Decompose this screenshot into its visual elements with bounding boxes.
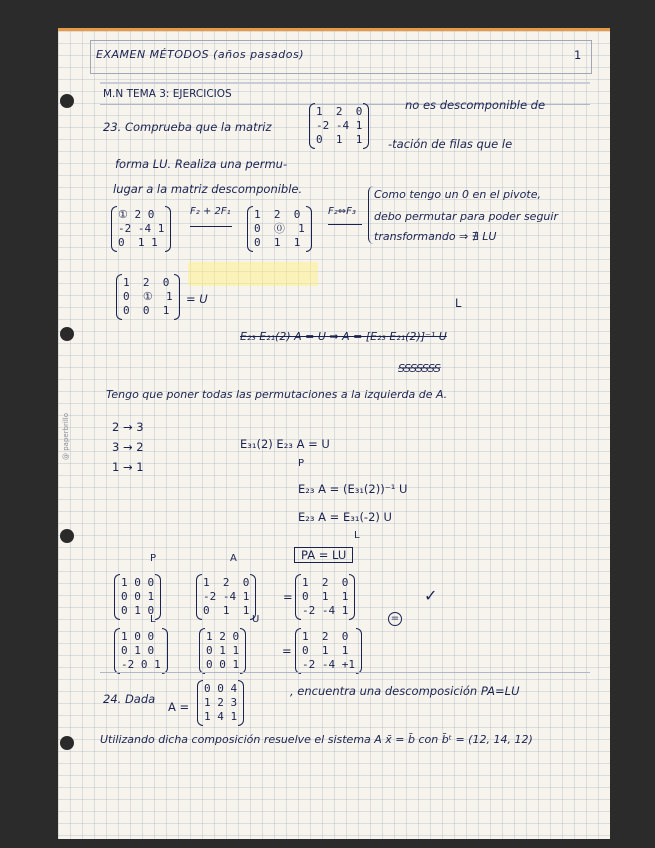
binder-hole bbox=[60, 529, 74, 543]
u-label: = U bbox=[186, 292, 208, 306]
note-line-2: debo permutar para poder seguir bbox=[374, 210, 558, 223]
u-matrix: 1 2 0 0 ① 1 0 0 1 bbox=[123, 276, 173, 318]
A-matrix: 1 2 0 -2 -4 1 0 1 1 bbox=[203, 576, 249, 618]
binder-hole bbox=[60, 327, 74, 341]
ex23-line3: lugar a la matriz descomponible. bbox=[113, 182, 303, 196]
arrow-2 bbox=[328, 224, 362, 225]
equals-2: = bbox=[282, 644, 292, 658]
note-line-3: transformando ⇒ ∄ LU bbox=[374, 230, 497, 243]
U-matrix: 1 2 0 0 1 1 0 0 1 bbox=[206, 630, 239, 672]
ex23-line1: 23. Comprueba que la matriz bbox=[103, 120, 272, 134]
binder-hole bbox=[60, 94, 74, 108]
scribble: ꞨꞨꞨꞨꞨꞨꞨ bbox=[398, 362, 440, 375]
A-mat-label: A bbox=[230, 553, 237, 564]
LU-matrix: 1 2 0 0 1 1 -2 -4 +1 bbox=[302, 630, 355, 672]
step2-label: F₂⇔F₃ bbox=[328, 206, 356, 217]
crossed-equation: E₂₃ E₂₁(2) A = U ⇒ A = [E₂₃ E₂₁(2)]⁻¹ U bbox=[240, 330, 447, 343]
perm-3: 1 → 1 bbox=[112, 460, 144, 474]
equals-1: = bbox=[283, 590, 293, 604]
matrix-step-b: 1 2 0 0 ⓪ 1 0 1 1 bbox=[254, 208, 305, 250]
pa-lu-box: PA = LU bbox=[294, 547, 353, 563]
eq-3: E₂₃ A = E₃₁(-2) U bbox=[298, 510, 392, 524]
perm-text: Tengo que poner todas las permutaciones a la izquierda de A. bbox=[106, 388, 448, 401]
eq-2: E₂₃ A = (E₃₁(2))⁻¹ U bbox=[298, 482, 408, 496]
perm-1: 2 → 3 bbox=[112, 420, 144, 434]
ex24-line1b: , encuentra una descomposición PA=LU bbox=[290, 684, 520, 698]
ex24-A-eq: A = bbox=[168, 700, 190, 714]
P-mat-label: P bbox=[150, 553, 157, 564]
ex23-line2b: -tación de filas que le bbox=[388, 137, 513, 151]
matrix-step-a: ① 2 0 -2 -4 1 0 1 1 bbox=[118, 208, 164, 250]
L-matrix: 1 0 0 0 1 0 -2 0 1 bbox=[121, 630, 161, 672]
side-watermark: @ paperbrillo bbox=[62, 412, 70, 460]
ex23-line2a: forma LU. Realiza una permu- bbox=[115, 157, 288, 171]
L-label: L bbox=[455, 296, 462, 310]
ex23-line1b: no es descomponible de bbox=[405, 98, 546, 112]
eq-1: E₃₁(2) E₂₃ A = U bbox=[240, 437, 330, 451]
step1-label: F₂ + 2F₁ bbox=[190, 206, 231, 217]
arrow-1 bbox=[190, 226, 232, 227]
P-label: P bbox=[298, 458, 305, 469]
U-mat-label: U bbox=[252, 614, 260, 625]
PA-matrix: 1 2 0 0 1 1 -2 -4 1 bbox=[302, 576, 348, 618]
ex23-matrix: 1 2 0 -2 -4 1 0 1 1 bbox=[316, 105, 362, 147]
page-title: EXAMEN MÉTODOS (años pasados) bbox=[96, 48, 304, 61]
note-line-1: Como tengo un 0 en el pivote, bbox=[374, 188, 541, 201]
equal-circle: = bbox=[388, 612, 402, 626]
section-title: M.N TEMA 3: EJERCICIOS bbox=[103, 88, 232, 100]
ex24-line2: Utilizando dicha composición resuelve el sistema A x̄ = b̄ con b̄ᵗ = (12, 14, 12) bbox=[100, 733, 533, 746]
ex24-line1a: 24. Dada bbox=[103, 692, 156, 706]
check-mark: ✓ bbox=[424, 586, 438, 605]
L2-label: L bbox=[354, 530, 360, 541]
binder-hole bbox=[60, 736, 74, 750]
page-number: 1 bbox=[574, 48, 582, 62]
perm-2: 3 → 2 bbox=[112, 440, 144, 454]
L-mat-label: L bbox=[150, 614, 156, 625]
ex24-matrix: 0 0 4 1 2 3 1 4 1 bbox=[204, 682, 237, 724]
P-matrix: 1 0 0 0 0 1 0 1 0 bbox=[121, 576, 154, 618]
